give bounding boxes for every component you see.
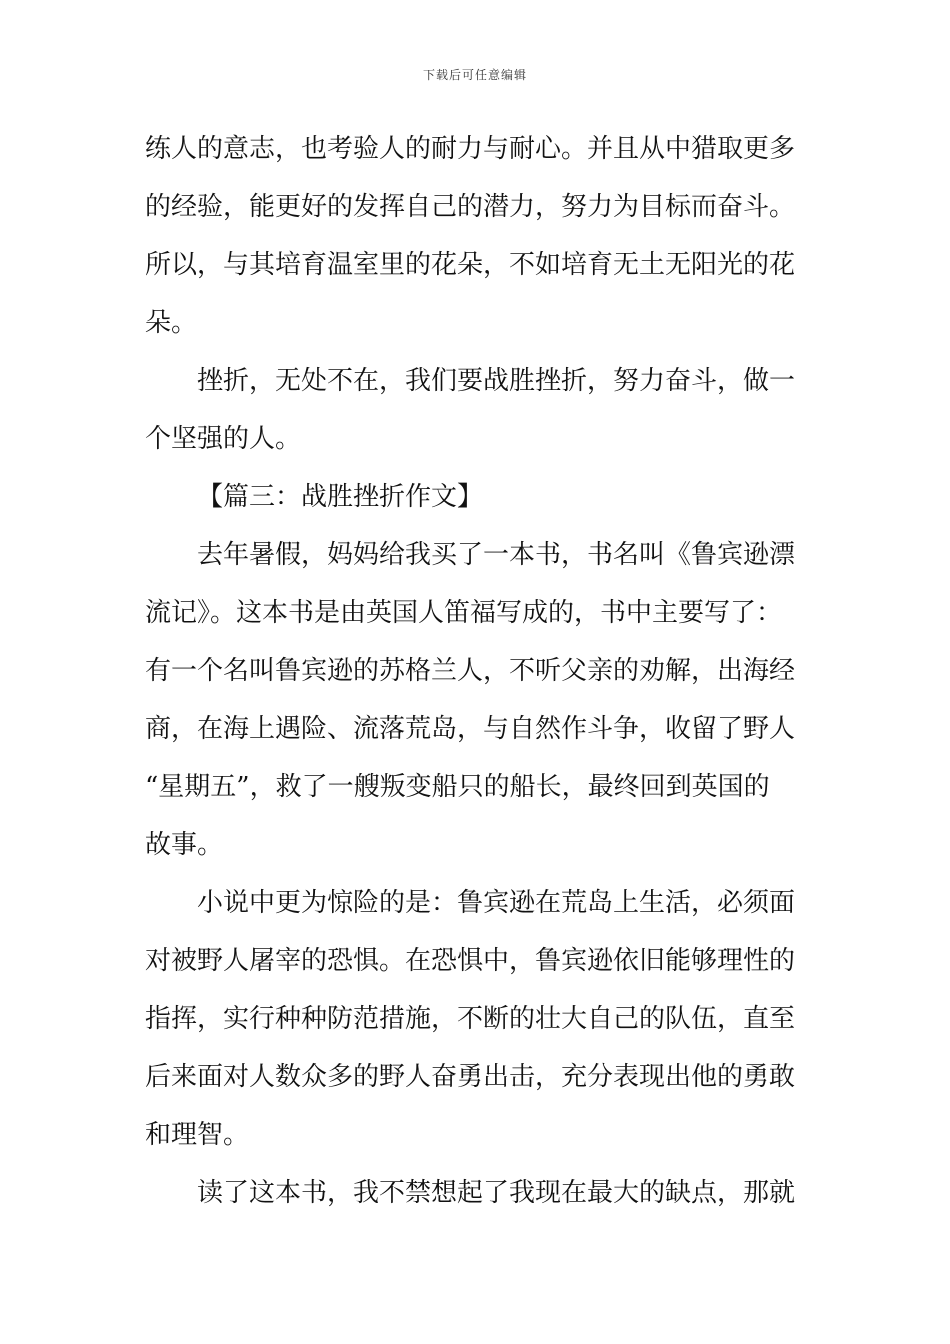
document-body <box>145 120 809 1222</box>
text-line: 指挥，实行种种防范措施，不断的壮大自己的队伍，直至 <box>145 1004 796 1034</box>
text-line: 对被野人屠宰的恐惧。在恐惧中，鲁宾逊依旧能够理性的 <box>145 946 796 976</box>
text-line: 所以，与其培育温室里的花朵，不如培育无土无阳光的花 <box>145 250 796 280</box>
text-line: 小说中更为惊险的是：鲁宾逊在荒岛上生活，必须面 <box>197 888 796 918</box>
text-line: 朵。 <box>145 308 198 338</box>
text-line: 个坚强的人。 <box>145 424 302 454</box>
section-heading: 【篇三：战胜挫折作文】 <box>197 482 484 512</box>
text-line: “星期五”，救了一艘叛变船只的船长，最终回到英国的 <box>145 772 770 802</box>
text-line: 读了这本书，我不禁想起了我现在最大的缺点，那就 <box>197 1178 796 1208</box>
text-line: 商，在海上遇险、流落荒岛，与自然作斗争，收留了野人 <box>145 714 796 744</box>
text-line: 挫折，无处不在，我们要战胜挫折，努力奋斗，做一 <box>197 366 796 396</box>
text-line: 有一个名叫鲁宾逊的苏格兰人，不听父亲的劝解，出海经 <box>145 656 796 686</box>
text-line: 流记》。这本书是由英国人笛福写成的，书中主要写了： <box>145 598 783 628</box>
text-line: 的经验，能更好的发挥自己的潜力，努力为目标而奋斗。 <box>145 192 796 222</box>
text-line: 后来面对人数众多的野人奋勇出击，充分表现出他的勇敢 <box>145 1062 796 1092</box>
text-line: 去年暑假，妈妈给我买了一本书，书名叫《鲁宾逊漂 <box>197 540 796 570</box>
text-line: 练人的意志，也考验人的耐力与耐心。并且从中猎取更多 <box>145 134 796 164</box>
text-line: 故事。 <box>145 830 224 860</box>
page-header: 下载后可任意编辑 <box>422 68 527 82</box>
text-line: 和理智。 <box>145 1120 250 1150</box>
